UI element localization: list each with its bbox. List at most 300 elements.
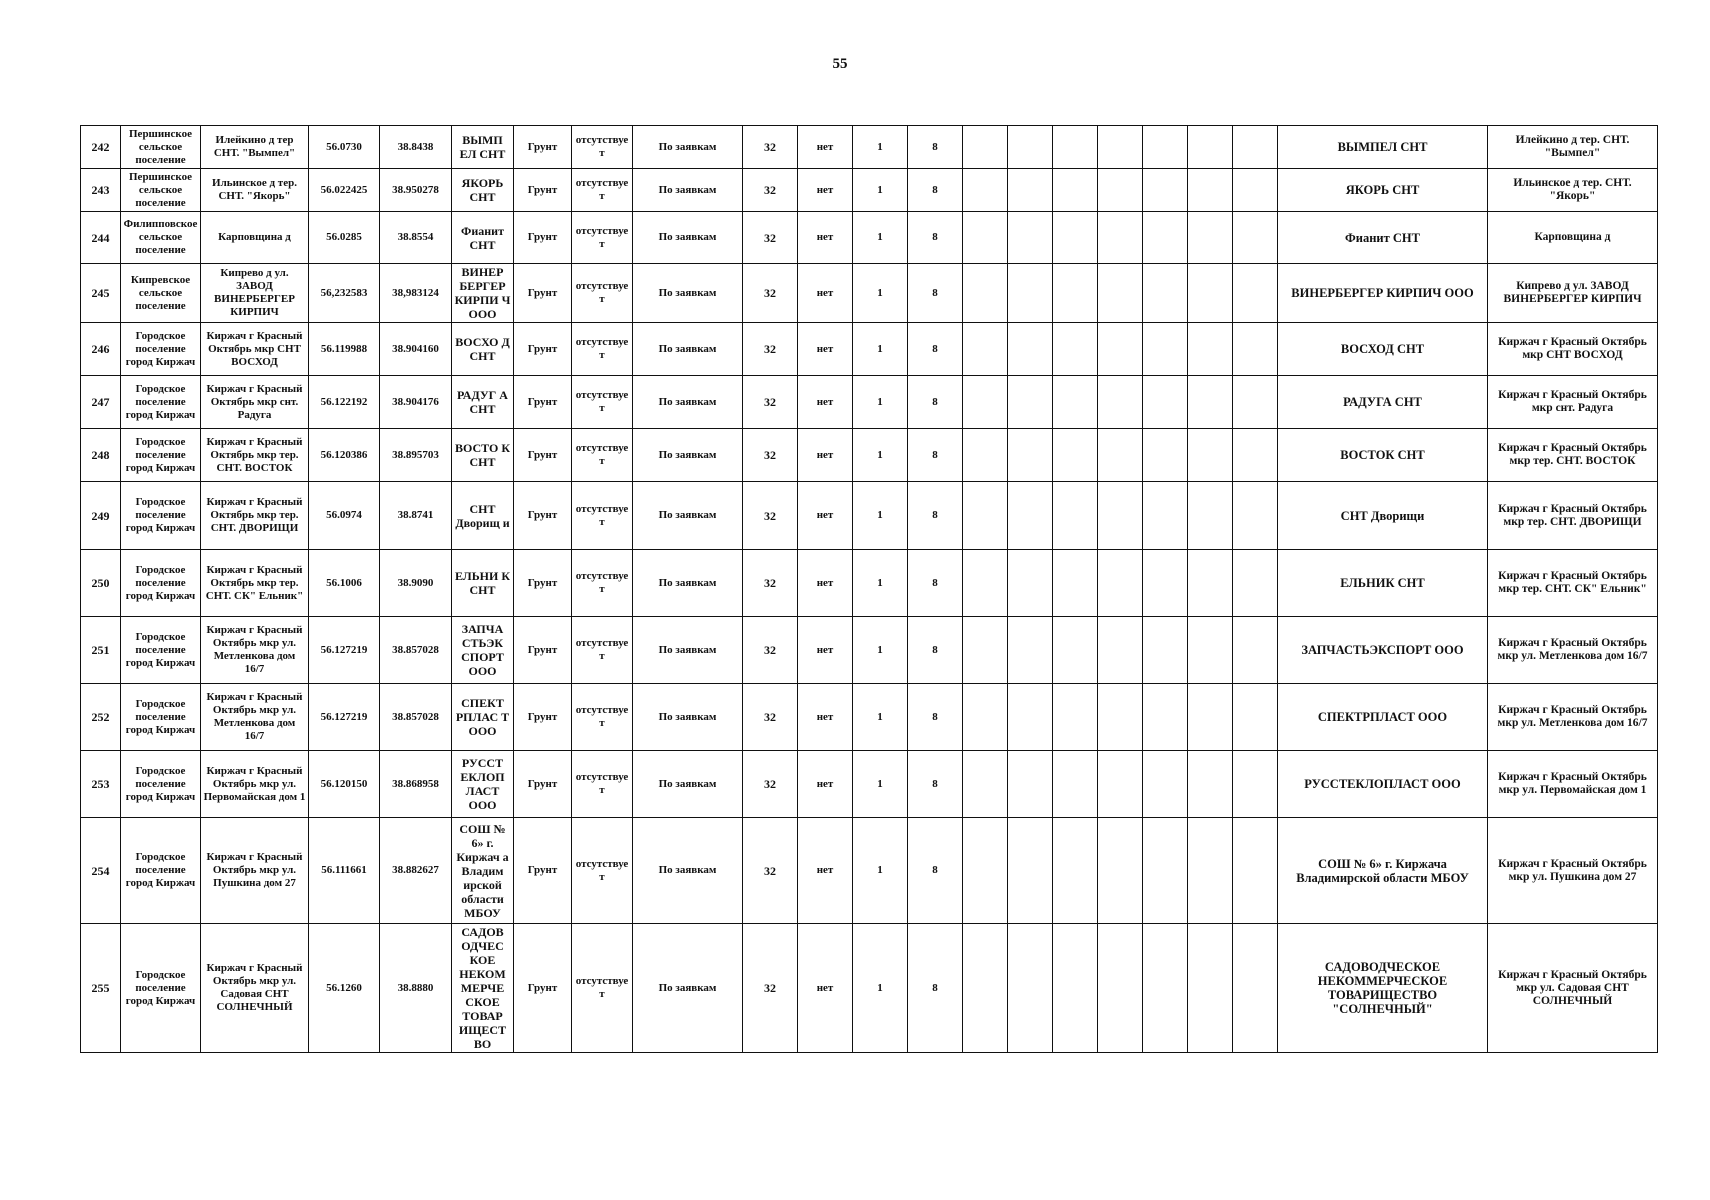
volume-2-cell: 8 <box>908 169 963 212</box>
flag-cell: нет <box>798 818 853 924</box>
empty-cell-cell <box>1098 376 1143 429</box>
flag-cell: нет <box>798 684 853 751</box>
container-count-cell: 1 <box>853 482 908 550</box>
empty-cell-cell <box>1143 924 1188 1053</box>
row-number-cell: 254 <box>81 818 121 924</box>
fence-cell: отсутствует <box>572 323 633 376</box>
row-number-cell: 252 <box>81 684 121 751</box>
latitude-cell: 56.127219 <box>309 617 380 684</box>
empty-cell-cell <box>1233 429 1278 482</box>
address-cell: Киржач г Красный Октябрь мкр ул. Первомайская дом 1 <box>201 751 309 818</box>
schedule-cell: По заявкам <box>633 376 743 429</box>
short-name-cell: ЯКОРЬ СНТ <box>452 169 514 212</box>
container-count-cell: 1 <box>853 617 908 684</box>
empty-cell-cell <box>1188 212 1233 264</box>
empty-cell-cell <box>1008 429 1053 482</box>
settlement-cell: Городское поселение город Киржач <box>121 376 201 429</box>
empty-cell-cell <box>963 482 1008 550</box>
empty-cell-cell <box>1053 126 1098 169</box>
empty-cell-cell <box>1008 751 1053 818</box>
flag-cell: нет <box>798 482 853 550</box>
schedule-cell: По заявкам <box>633 126 743 169</box>
longitude-cell: 38.882627 <box>380 818 452 924</box>
settlement-cell: Першинское сельское поселение <box>121 169 201 212</box>
short-name-cell: СПЕКТ РПЛАС Т ООО <box>452 684 514 751</box>
flag-cell: нет <box>798 212 853 264</box>
organization-cell: СОШ № 6» г. Киржача Владимирской области МБОУ <box>1278 818 1488 924</box>
surface-cell: Грунт <box>514 818 572 924</box>
address-cell: Киржач г Красный Октябрь мкр снт. Радуга <box>201 376 309 429</box>
table-row <box>81 212 1658 264</box>
empty-cell-cell <box>1233 751 1278 818</box>
empty-cell-cell <box>1053 818 1098 924</box>
organization-cell: РАДУГА СНТ <box>1278 376 1488 429</box>
short-name-cell: СОШ № 6» г. Киржач а Владим ирской области МБОУ <box>452 818 514 924</box>
address-cell: Киржач г Красный Октябрь мкр тер. СНТ. ДВОРИЩИ <box>201 482 309 550</box>
settlement-cell: Першинское сельское поселение <box>121 126 201 169</box>
surface-cell: Грунт <box>514 924 572 1053</box>
fence-cell: отсутствует <box>572 212 633 264</box>
short-name-cell: СНТ Дворищ и <box>452 482 514 550</box>
short-name-cell: Фианит СНТ <box>452 212 514 264</box>
container-count-cell: 1 <box>853 169 908 212</box>
container-count-cell: 1 <box>853 684 908 751</box>
empty-cell-cell <box>1143 264 1188 323</box>
row-number-cell: 253 <box>81 751 121 818</box>
container-volume-cell: 32 <box>743 818 798 924</box>
row-number-cell: 247 <box>81 376 121 429</box>
empty-cell-cell <box>1188 323 1233 376</box>
row-number-cell: 243 <box>81 169 121 212</box>
volume-2-cell: 8 <box>908 684 963 751</box>
surface-cell: Грунт <box>514 550 572 617</box>
empty-cell-cell <box>1188 818 1233 924</box>
flag-cell: нет <box>798 264 853 323</box>
volume-2-cell: 8 <box>908 550 963 617</box>
empty-cell-cell <box>1188 264 1233 323</box>
address-cell: Киржач г Красный Октябрь мкр ул. Садовая СНТ СОЛНЕЧНЫЙ <box>201 924 309 1053</box>
empty-cell-cell <box>963 264 1008 323</box>
short-name-cell: ЕЛЬНИ К СНТ <box>452 550 514 617</box>
fence-cell: отсутствует <box>572 550 633 617</box>
schedule-cell: По заявкам <box>633 550 743 617</box>
short-name-cell: ВОСТО К СНТ <box>452 429 514 482</box>
short-name-cell: РУССТ ЕКЛОП ЛАСТ ООО <box>452 751 514 818</box>
empty-cell-cell <box>1233 212 1278 264</box>
empty-cell-cell <box>963 550 1008 617</box>
empty-cell-cell <box>1143 751 1188 818</box>
surface-cell: Грунт <box>514 126 572 169</box>
source-address-cell: Киржач г Красный Октябрь мкр ул. Метленкова дом 16/7 <box>1488 684 1658 751</box>
container-count-cell: 1 <box>853 323 908 376</box>
empty-cell-cell <box>1053 617 1098 684</box>
empty-cell-cell <box>1188 482 1233 550</box>
empty-cell-cell <box>1008 264 1053 323</box>
longitude-cell: 38.857028 <box>380 617 452 684</box>
empty-cell-cell <box>1233 169 1278 212</box>
fence-cell: отсутствует <box>572 429 633 482</box>
empty-cell-cell <box>1233 924 1278 1053</box>
address-cell: Илейкино д тер СНТ. "Вымпел" <box>201 126 309 169</box>
latitude-cell: 56.127219 <box>309 684 380 751</box>
empty-cell-cell <box>963 924 1008 1053</box>
empty-cell-cell <box>1143 684 1188 751</box>
empty-cell-cell <box>963 376 1008 429</box>
fence-cell: отсутствует <box>572 818 633 924</box>
flag-cell: нет <box>798 126 853 169</box>
empty-cell-cell <box>1188 376 1233 429</box>
empty-cell-cell <box>1233 617 1278 684</box>
longitude-cell: 38.8741 <box>380 482 452 550</box>
longitude-cell: 38.8438 <box>380 126 452 169</box>
schedule-cell: По заявкам <box>633 323 743 376</box>
surface-cell: Грунт <box>514 212 572 264</box>
empty-cell-cell <box>1098 550 1143 617</box>
empty-cell-cell <box>1008 617 1053 684</box>
settlement-cell: Кипревское сельское поселение <box>121 264 201 323</box>
organization-cell: ЕЛЬНИК СНТ <box>1278 550 1488 617</box>
empty-cell-cell <box>1233 376 1278 429</box>
latitude-cell: 56,232583 <box>309 264 380 323</box>
surface-cell: Грунт <box>514 323 572 376</box>
empty-cell-cell <box>963 126 1008 169</box>
empty-cell-cell <box>1008 376 1053 429</box>
surface-cell: Грунт <box>514 264 572 323</box>
surface-cell: Грунт <box>514 617 572 684</box>
organization-cell: ЯКОРЬ СНТ <box>1278 169 1488 212</box>
source-address-cell: Киржач г Красный Октябрь мкр тер. СНТ. ВОСТОК <box>1488 429 1658 482</box>
organization-cell: ВОСХОД СНТ <box>1278 323 1488 376</box>
volume-2-cell: 8 <box>908 482 963 550</box>
organization-cell: ВЫМПЕЛ СНТ <box>1278 126 1488 169</box>
empty-cell-cell <box>963 429 1008 482</box>
empty-cell-cell <box>1053 323 1098 376</box>
schedule-cell: По заявкам <box>633 617 743 684</box>
empty-cell-cell <box>963 684 1008 751</box>
latitude-cell: 56.0285 <box>309 212 380 264</box>
empty-cell-cell <box>1188 550 1233 617</box>
empty-cell-cell <box>1233 126 1278 169</box>
fence-cell: отсутствует <box>572 617 633 684</box>
empty-cell-cell <box>1008 212 1053 264</box>
settlement-cell: Городское поселение город Киржач <box>121 550 201 617</box>
flag-cell: нет <box>798 617 853 684</box>
containers-register-table <box>80 125 1658 1053</box>
container-count-cell: 1 <box>853 924 908 1053</box>
empty-cell-cell <box>1053 212 1098 264</box>
fence-cell: отсутствует <box>572 169 633 212</box>
volume-2-cell: 8 <box>908 818 963 924</box>
table-row <box>81 482 1658 550</box>
surface-cell: Грунт <box>514 169 572 212</box>
longitude-cell: 38.857028 <box>380 684 452 751</box>
schedule-cell: По заявкам <box>633 429 743 482</box>
flag-cell: нет <box>798 924 853 1053</box>
address-cell: Ильинское д тер. СНТ. "Якорь" <box>201 169 309 212</box>
empty-cell-cell <box>1188 617 1233 684</box>
table-row <box>81 376 1658 429</box>
empty-cell-cell <box>1143 376 1188 429</box>
latitude-cell: 56.1260 <box>309 924 380 1053</box>
latitude-cell: 56.122192 <box>309 376 380 429</box>
container-count-cell: 1 <box>853 126 908 169</box>
container-volume-cell: 32 <box>743 376 798 429</box>
row-number-cell: 242 <box>81 126 121 169</box>
empty-cell-cell <box>1098 482 1143 550</box>
empty-cell-cell <box>1233 323 1278 376</box>
empty-cell-cell <box>1098 818 1143 924</box>
row-number-cell: 245 <box>81 264 121 323</box>
longitude-cell: 38.904176 <box>380 376 452 429</box>
page-number: 55 <box>832 56 848 72</box>
short-name-cell: ЗАПЧА СТЬЭК СПОРТ ООО <box>452 617 514 684</box>
row-number-cell: 246 <box>81 323 121 376</box>
address-cell: Киржач г Красный Октябрь мкр ул. Пушкина дом 27 <box>201 818 309 924</box>
empty-cell-cell <box>1053 550 1098 617</box>
short-name-cell: САДОВ ОДЧЕС КОЕ НЕКОМ МЕРЧЕ СКОЕ ТОВАР ИЩЕСТ ВО <box>452 924 514 1053</box>
address-cell: Киржач г Красный Октябрь мкр тер. СНТ. ВОСТОК <box>201 429 309 482</box>
empty-cell-cell <box>1098 169 1143 212</box>
short-name-cell: ВЫМП ЕЛ СНТ <box>452 126 514 169</box>
empty-cell-cell <box>1098 126 1143 169</box>
longitude-cell: 38.950278 <box>380 169 452 212</box>
surface-cell: Грунт <box>514 429 572 482</box>
row-number-cell: 250 <box>81 550 121 617</box>
organization-cell: САДОВОДЧЕСКОЕ НЕКОММЕРЧЕСКОЕ ТОВАРИЩЕСТВО "СОЛНЕЧНЫЙ" <box>1278 924 1488 1053</box>
longitude-cell: 38.904160 <box>380 323 452 376</box>
empty-cell-cell <box>1008 818 1053 924</box>
empty-cell-cell <box>1008 323 1053 376</box>
latitude-cell: 56.1006 <box>309 550 380 617</box>
table-row <box>81 818 1658 924</box>
settlement-cell: Городское поселение город Киржач <box>121 429 201 482</box>
table-row <box>81 684 1658 751</box>
source-address-cell: Киржач г Красный Октябрь мкр ул. Садовая СНТ СОЛНЕЧНЫЙ <box>1488 924 1658 1053</box>
container-volume-cell: 32 <box>743 684 798 751</box>
volume-2-cell: 8 <box>908 924 963 1053</box>
container-count-cell: 1 <box>853 376 908 429</box>
container-volume-cell: 32 <box>743 264 798 323</box>
short-name-cell: ВОСХО Д СНТ <box>452 323 514 376</box>
schedule-cell: По заявкам <box>633 212 743 264</box>
organization-cell: РУССТЕКЛОПЛАСТ ООО <box>1278 751 1488 818</box>
source-address-cell: Киржач г Красный Октябрь мкр снт. Радуга <box>1488 376 1658 429</box>
longitude-cell: 38.868958 <box>380 751 452 818</box>
table-body <box>81 126 1658 1053</box>
empty-cell-cell <box>1188 924 1233 1053</box>
empty-cell-cell <box>1098 429 1143 482</box>
empty-cell-cell <box>1053 376 1098 429</box>
row-number-cell: 244 <box>81 212 121 264</box>
latitude-cell: 56.120150 <box>309 751 380 818</box>
container-volume-cell: 32 <box>743 482 798 550</box>
surface-cell: Грунт <box>514 751 572 818</box>
empty-cell-cell <box>1008 684 1053 751</box>
empty-cell-cell <box>1008 924 1053 1053</box>
table-row <box>81 751 1658 818</box>
volume-2-cell: 8 <box>908 126 963 169</box>
latitude-cell: 56.0730 <box>309 126 380 169</box>
empty-cell-cell <box>1233 684 1278 751</box>
empty-cell-cell <box>1143 323 1188 376</box>
schedule-cell: По заявкам <box>633 924 743 1053</box>
settlement-cell: Филипповское сельское поселение <box>121 212 201 264</box>
container-volume-cell: 32 <box>743 550 798 617</box>
flag-cell: нет <box>798 550 853 617</box>
organization-cell: СНТ Дворищи <box>1278 482 1488 550</box>
container-count-cell: 1 <box>853 550 908 617</box>
empty-cell-cell <box>963 818 1008 924</box>
latitude-cell: 56.119988 <box>309 323 380 376</box>
address-cell: Киржач г Красный Октябрь мкр тер. СНТ. СК" Ельник" <box>201 550 309 617</box>
fence-cell: отсутствует <box>572 751 633 818</box>
surface-cell: Грунт <box>514 684 572 751</box>
schedule-cell: По заявкам <box>633 751 743 818</box>
organization-cell: СПЕКТРПЛАСТ ООО <box>1278 684 1488 751</box>
empty-cell-cell <box>1053 429 1098 482</box>
fence-cell: отсутствует <box>572 684 633 751</box>
empty-cell-cell <box>1143 169 1188 212</box>
schedule-cell: По заявкам <box>633 482 743 550</box>
empty-cell-cell <box>1053 684 1098 751</box>
longitude-cell: 38.8880 <box>380 924 452 1053</box>
empty-cell-cell <box>1008 550 1053 617</box>
fence-cell: отсутствует <box>572 924 633 1053</box>
address-cell: Киржач г Красный Октябрь мкр ул. Метленкова дом 16/7 <box>201 684 309 751</box>
fence-cell: отсутствует <box>572 264 633 323</box>
empty-cell-cell <box>1188 126 1233 169</box>
longitude-cell: 38.895703 <box>380 429 452 482</box>
empty-cell-cell <box>1098 617 1143 684</box>
empty-cell-cell <box>963 751 1008 818</box>
volume-2-cell: 8 <box>908 212 963 264</box>
table-row <box>81 617 1658 684</box>
empty-cell-cell <box>1053 751 1098 818</box>
empty-cell-cell <box>1098 212 1143 264</box>
short-name-cell: РАДУГ А СНТ <box>452 376 514 429</box>
empty-cell-cell <box>1143 818 1188 924</box>
settlement-cell: Городское поселение город Киржач <box>121 684 201 751</box>
empty-cell-cell <box>1233 550 1278 617</box>
longitude-cell: 38.8554 <box>380 212 452 264</box>
organization-cell: ЗАПЧАСТЬЭКСПОРТ ООО <box>1278 617 1488 684</box>
organization-cell: ВИНЕРБЕРГЕР КИРПИЧ ООО <box>1278 264 1488 323</box>
volume-2-cell: 8 <box>908 376 963 429</box>
table-row <box>81 126 1658 169</box>
schedule-cell: По заявкам <box>633 818 743 924</box>
volume-2-cell: 8 <box>908 617 963 684</box>
settlement-cell: Городское поселение город Киржач <box>121 818 201 924</box>
row-number-cell: 251 <box>81 617 121 684</box>
empty-cell-cell <box>1008 126 1053 169</box>
volume-2-cell: 8 <box>908 264 963 323</box>
container-count-cell: 1 <box>853 751 908 818</box>
source-address-cell: Илейкино д тер. СНТ. "Вымпел" <box>1488 126 1658 169</box>
row-number-cell: 255 <box>81 924 121 1053</box>
table-row <box>81 924 1658 1053</box>
source-address-cell: Киржач г Красный Октябрь мкр ул. Пушкина дом 27 <box>1488 818 1658 924</box>
empty-cell-cell <box>1053 264 1098 323</box>
latitude-cell: 56.120386 <box>309 429 380 482</box>
empty-cell-cell <box>1233 264 1278 323</box>
longitude-cell: 38,983124 <box>380 264 452 323</box>
flag-cell: нет <box>798 751 853 818</box>
short-name-cell: ВИНЕР БЕРГЕР КИРПИ Ч ООО <box>452 264 514 323</box>
surface-cell: Грунт <box>514 376 572 429</box>
empty-cell-cell <box>1098 924 1143 1053</box>
address-cell: Киржач г Красный Октябрь мкр СНТ ВОСХОД <box>201 323 309 376</box>
address-cell: Карповщина д <box>201 212 309 264</box>
volume-2-cell: 8 <box>908 429 963 482</box>
empty-cell-cell <box>1008 169 1053 212</box>
empty-cell-cell <box>1143 429 1188 482</box>
schedule-cell: По заявкам <box>633 684 743 751</box>
empty-cell-cell <box>1188 169 1233 212</box>
container-volume-cell: 32 <box>743 429 798 482</box>
container-volume-cell: 32 <box>743 323 798 376</box>
latitude-cell: 56.0974 <box>309 482 380 550</box>
latitude-cell: 56.111661 <box>309 818 380 924</box>
empty-cell-cell <box>1053 482 1098 550</box>
fence-cell: отсутствует <box>572 482 633 550</box>
volume-2-cell: 8 <box>908 751 963 818</box>
empty-cell-cell <box>1008 482 1053 550</box>
address-cell: Кипрево д ул. ЗАВОД ВИНЕРБЕРГЕР КИРПИЧ <box>201 264 309 323</box>
schedule-cell: По заявкам <box>633 264 743 323</box>
empty-cell-cell <box>1098 264 1143 323</box>
empty-cell-cell <box>1053 924 1098 1053</box>
table-row <box>81 264 1658 323</box>
fence-cell: отсутствует <box>572 376 633 429</box>
organization-cell: Фианит СНТ <box>1278 212 1488 264</box>
source-address-cell: Киржач г Красный Октябрь мкр ул. Первомайская дом 1 <box>1488 751 1658 818</box>
table-row <box>81 169 1658 212</box>
fence-cell: отсутствует <box>572 126 633 169</box>
source-address-cell: Киржач г Красный Октябрь мкр тер. СНТ. СК" Ельник" <box>1488 550 1658 617</box>
flag-cell: нет <box>798 323 853 376</box>
settlement-cell: Городское поселение город Киржач <box>121 482 201 550</box>
table-row <box>81 429 1658 482</box>
container-volume-cell: 32 <box>743 212 798 264</box>
empty-cell-cell <box>1143 126 1188 169</box>
flag-cell: нет <box>798 169 853 212</box>
settlement-cell: Городское поселение город Киржач <box>121 617 201 684</box>
container-volume-cell: 32 <box>743 169 798 212</box>
source-address-cell: Карповщина д <box>1488 212 1658 264</box>
empty-cell-cell <box>963 169 1008 212</box>
table-row <box>81 550 1658 617</box>
table-row <box>81 323 1658 376</box>
schedule-cell: По заявкам <box>633 169 743 212</box>
source-address-cell: Ильинское д тер. СНТ. "Якорь" <box>1488 169 1658 212</box>
container-volume-cell: 32 <box>743 126 798 169</box>
empty-cell-cell <box>1143 212 1188 264</box>
empty-cell-cell <box>963 323 1008 376</box>
empty-cell-cell <box>1143 482 1188 550</box>
empty-cell-cell <box>1098 751 1143 818</box>
source-address-cell: Кипрево д ул. ЗАВОД ВИНЕРБЕРГЕР КИРПИЧ <box>1488 264 1658 323</box>
settlement-cell: Городское поселение город Киржач <box>121 751 201 818</box>
empty-cell-cell <box>1188 751 1233 818</box>
settlement-cell: Городское поселение город Киржач <box>121 924 201 1053</box>
settlement-cell: Городское поселение город Киржач <box>121 323 201 376</box>
source-address-cell: Киржач г Красный Октябрь мкр СНТ ВОСХОД <box>1488 323 1658 376</box>
empty-cell-cell <box>1143 617 1188 684</box>
empty-cell-cell <box>963 212 1008 264</box>
container-volume-cell: 32 <box>743 751 798 818</box>
empty-cell-cell <box>1098 684 1143 751</box>
empty-cell-cell <box>1233 818 1278 924</box>
